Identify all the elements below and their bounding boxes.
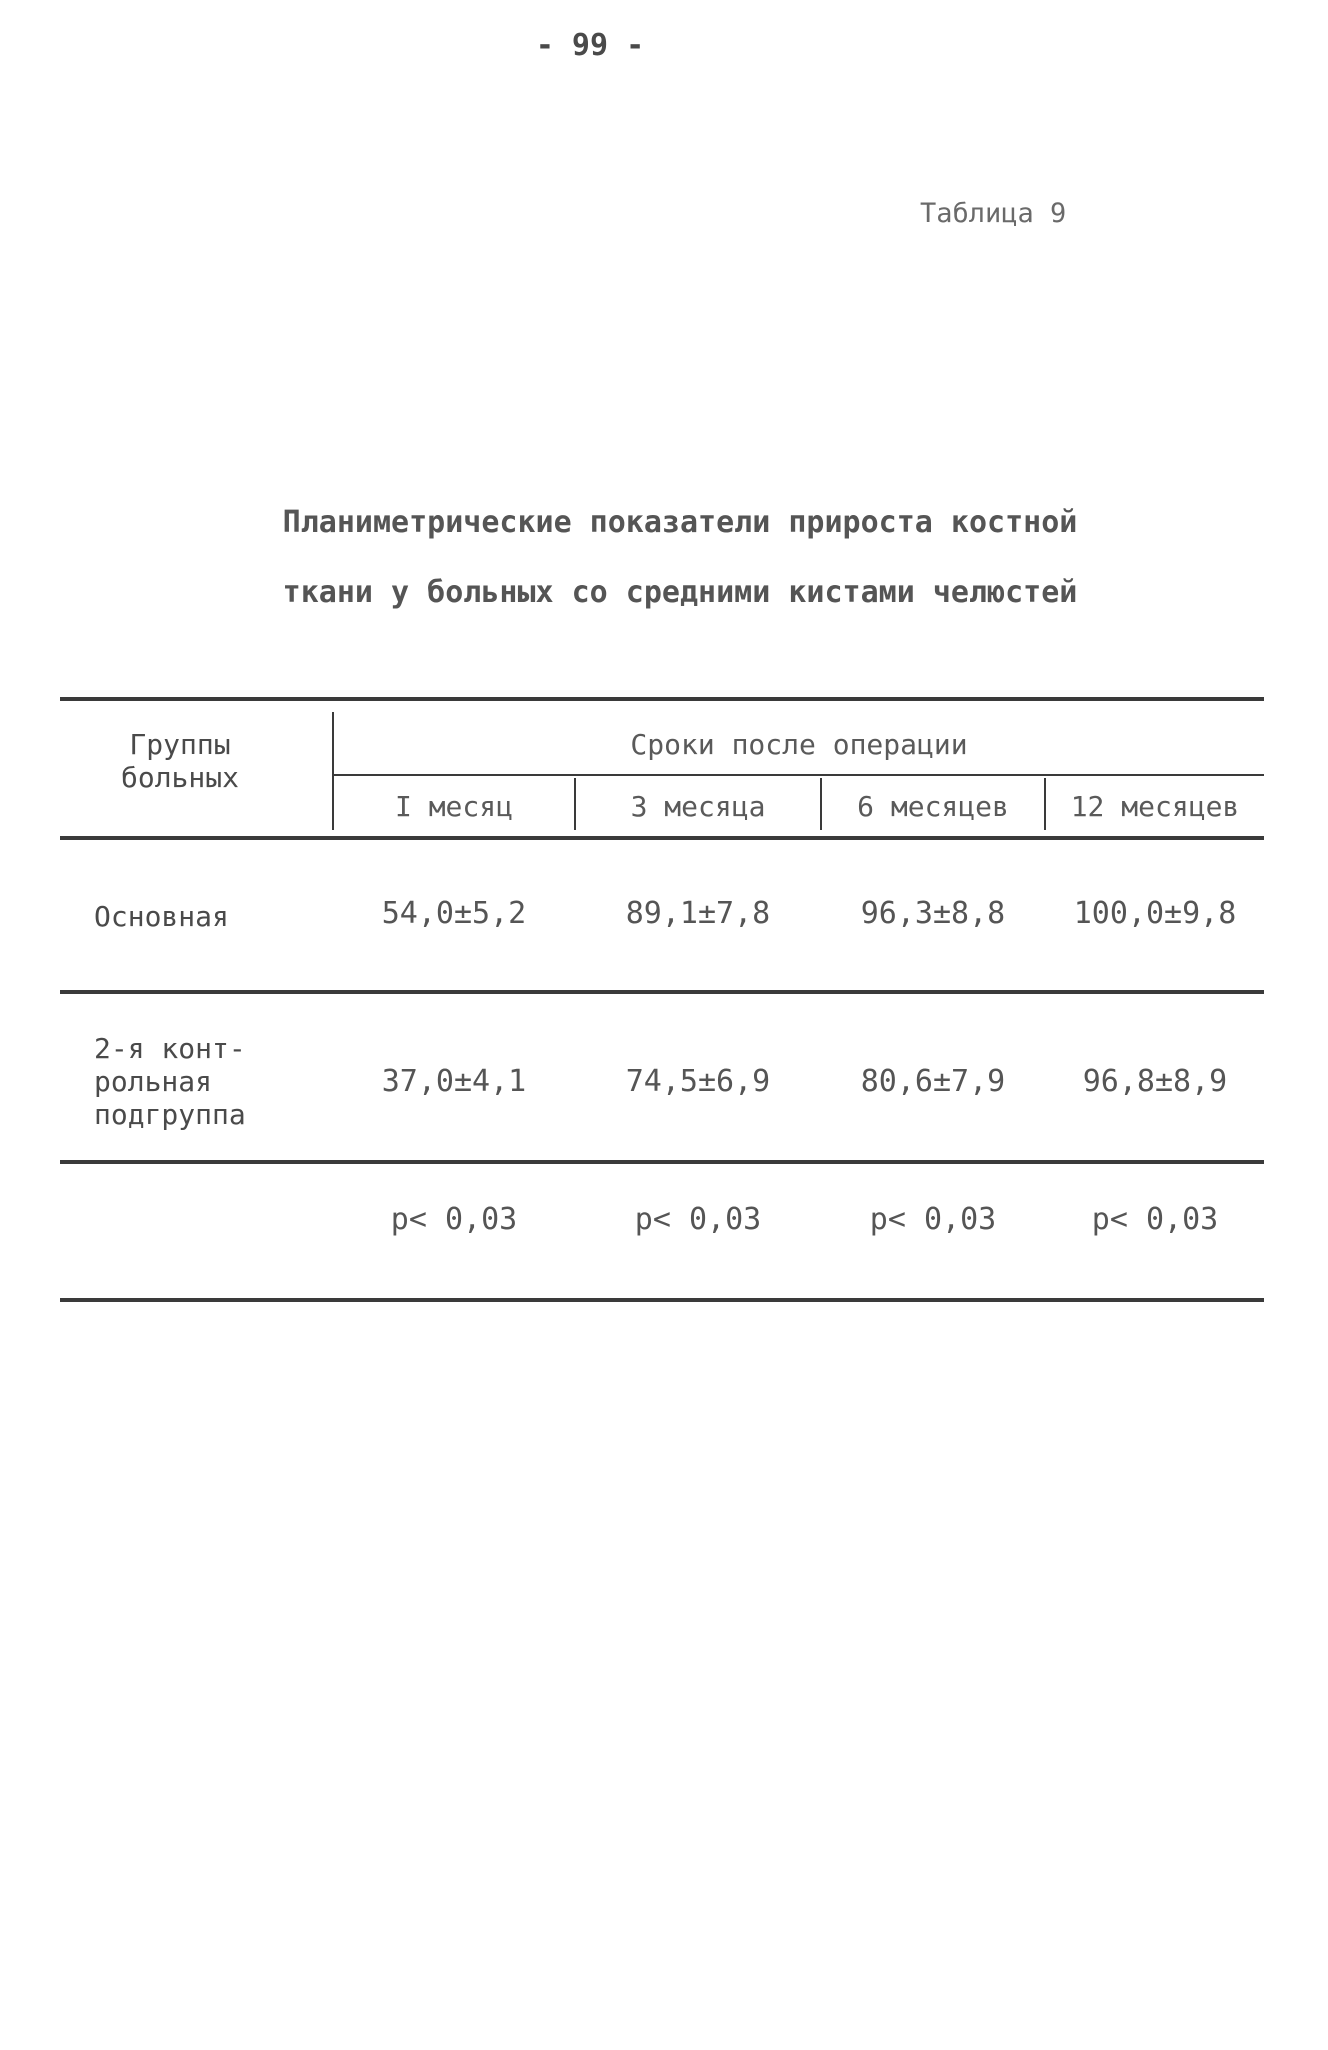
table-top-rule	[60, 697, 1264, 701]
significance-12-months: p< 0,03	[1091, 1202, 1219, 1237]
row-1-bottom-rule	[60, 990, 1264, 994]
significance-1-month: p< 0,03	[390, 1202, 518, 1237]
row-2-group: 2-я конт-рольная подгруппа	[94, 1032, 246, 1131]
column-header-12-months: 12 месяцев	[1070, 790, 1240, 823]
row-2-value-12-months: 96,8±8,9	[1082, 1064, 1228, 1099]
row-2-value-3-months: 74,5±6,9	[625, 1064, 771, 1099]
row-2-value-6-months: 80,6±7,9	[860, 1064, 1006, 1099]
header-split-rule	[334, 774, 1264, 776]
page-number: - 99 -	[535, 28, 645, 63]
row-2-value-1-month: 37,0±4,1	[381, 1064, 527, 1099]
column-header-1-month: I месяц	[394, 790, 513, 823]
row-1-value-1-month: 54,0±5,2	[381, 896, 527, 931]
period-header: Сроки после операции	[630, 728, 968, 761]
significance-6-months: p< 0,03	[869, 1202, 997, 1237]
row-1-value-6-months: 96,3±8,8	[860, 896, 1006, 931]
column-header-3-months: 3 месяца	[630, 790, 766, 823]
group-header: Группы больных	[120, 728, 239, 794]
table-title	[200, 488, 1160, 628]
row-1-group: Основная	[94, 900, 229, 933]
row-2-bottom-rule	[60, 1160, 1264, 1164]
header-bottom-rule	[60, 836, 1264, 840]
column-header-6-months: 6 месяцев	[857, 790, 1009, 823]
significance-3-months: p< 0,03	[634, 1202, 762, 1237]
table-bottom-rule	[60, 1298, 1264, 1302]
title-line-1: Планиметрические показатели прироста костной	[282, 505, 1078, 540]
row-1-value-3-months: 89,1±7,8	[625, 896, 771, 931]
row-1-value-12-months: 100,0±9,8	[1073, 896, 1237, 931]
title-line-2: ткани у больных со средними кистами челюстей	[282, 575, 1078, 610]
table-label: Таблица 9	[920, 198, 1067, 229]
